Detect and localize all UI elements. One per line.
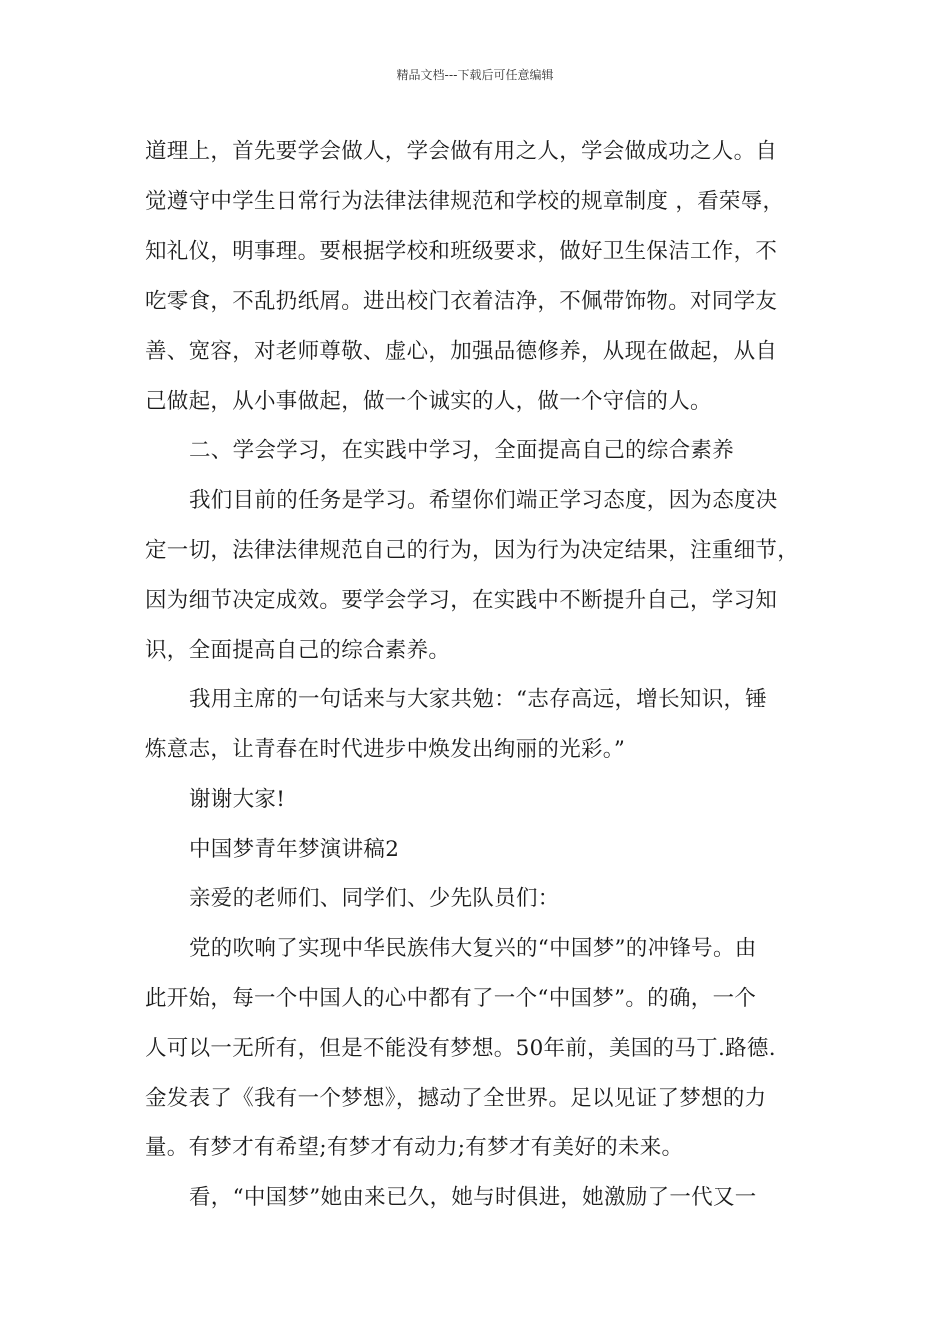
section-heading: 二、学会学习，在实践中学习，全面提高自己的综合素养 (189, 438, 735, 463)
document-title: 中国梦青年梦演讲稿2 (189, 837, 400, 862)
text-line: 谢谢大家! (189, 787, 286, 812)
text-line: 知礼仪，明事理。要根据学校和班级要求，做好卫生保洁工作，不 (145, 239, 778, 264)
text-line: 我用主席的一句话来与大家共勉：“志存高远，增长知识，锤 (189, 687, 768, 712)
text-line: 善、宽容，对老师尊敬、虚心，加强品德修养，从现在做起，从自 (145, 339, 778, 364)
text-line: 我们目前的任务是学习。希望你们端正学习态度，因为态度决 (189, 488, 778, 513)
text-line: 金发表了《我有一个梦想》，撼动了全世界。足以见证了梦想的力 (145, 1086, 767, 1111)
page-header: 精品文档---下载后可任意编辑 (396, 68, 554, 82)
text-line: 己做起，从小事做起，做一个诚实的人，做一个守信的人。 (145, 389, 712, 414)
text-line: 此开始，每一个中国人的心中都有了一个“中国梦”。的确，一个 (145, 986, 757, 1011)
text-line: 炼意志，让青春在时代进步中焕发出绚丽的光彩。” (145, 737, 626, 762)
text-line: 人可以一无所有，但是不能没有梦想。50年前，美国的马丁.路德. (145, 1036, 776, 1061)
text-line: 道理上，首先要学会做人，学会做有用之人，学会做成功之人。自 (145, 139, 778, 164)
salutation: 亲爱的老师们、同学们、少先队员们： (189, 886, 560, 911)
text-line: 觉遵守中学生日常行为法律法律规范和学校的规章制度 ，看荣辱， (145, 189, 785, 214)
text-line: 因为细节决定成效。要学会学习，在实践中不断提升自己，学习知 (145, 588, 778, 613)
text-line: 定一切，法律法律规范自己的行为，因为行为决定结果，注重细节， (145, 538, 800, 563)
text-line: 看，“中国梦”她由来已久，她与时俱进，她激励了一代又一 (189, 1185, 757, 1210)
text-line: 识，全面提高自己的综合素养。 (145, 638, 451, 663)
text-line: 党的吹响了实现中华民族伟大复兴的“中国梦”的冲锋号。由 (189, 936, 757, 961)
text-line: 量。有梦才有希望;有梦才有动力;有梦才有美好的未来。 (145, 1135, 684, 1160)
text-line: 吃零食，不乱扔纸屑。进出校门衣着洁净，不佩带饰物。对同学友 (145, 289, 778, 314)
